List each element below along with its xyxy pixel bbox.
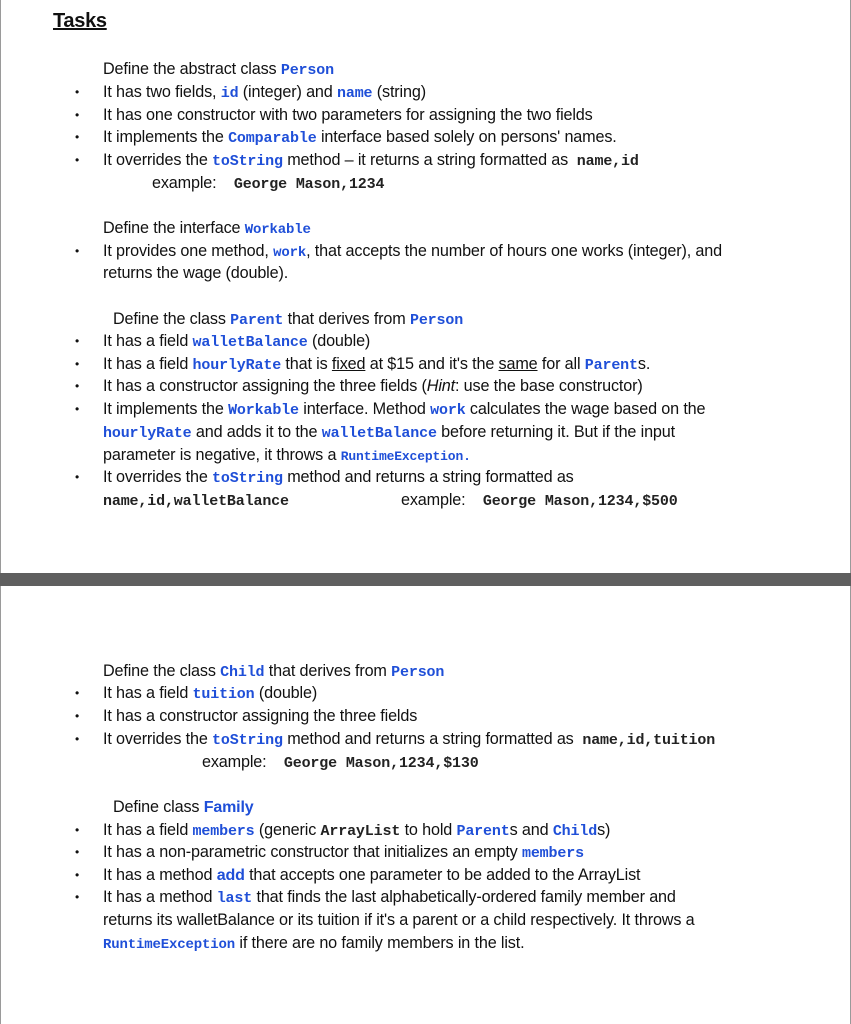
parent-bullet-hourly: It has a field hourlyRate that is fixed at $15 and it's the same for all Parents. bbox=[103, 355, 651, 374]
bullet-icon: • bbox=[75, 823, 80, 837]
person-bullet-tostring: It overrides the toString method – it returns a string formatted as name,id bbox=[103, 151, 639, 170]
child-example: example: George Mason,1234,$130 bbox=[202, 753, 479, 772]
family-bullet-add: It has a method add that accepts one parameter to be added to the ArrayList bbox=[103, 866, 641, 884]
bullet-icon: • bbox=[75, 108, 80, 122]
parent-example: example: George Mason,1234,$500 bbox=[401, 491, 678, 510]
parent-bullet-tostring: It overrides the toString method and returns a string formatted as bbox=[103, 468, 574, 487]
person-example: example: George Mason,1234 bbox=[152, 174, 385, 193]
family-bullet-last-cont2: RuntimeException if there are no family members in the list. bbox=[103, 934, 525, 953]
child-bullet-tuition: It has a field tuition (double) bbox=[103, 684, 318, 703]
bullet-icon: • bbox=[75, 868, 80, 882]
bullet-icon: • bbox=[75, 244, 80, 258]
parent-bullet-workable: It implements the Workable interface. Method work calculates the wage based on the bbox=[103, 400, 706, 419]
page-divider bbox=[0, 573, 851, 586]
family-bullet-last: It has a method last that finds the last alphabetically-ordered family member and bbox=[103, 888, 676, 907]
bullet-icon: • bbox=[75, 732, 80, 746]
bullet-icon: • bbox=[75, 85, 80, 99]
child-bullet-tostring: It overrides the toString method and returns a string formatted as name,id,tuition bbox=[103, 730, 716, 749]
parent-bullet-wallet: It has a field walletBalance (double) bbox=[103, 332, 371, 351]
workable-bullet-method: It provides one method, work, that accepts the number of hours one works (integer), and bbox=[103, 242, 722, 261]
child-bullet-constructor: It has a constructor assigning the three fields bbox=[103, 707, 418, 725]
family-bullet-members: It has a field members (generic ArrayList to hold Parents and Childs) bbox=[103, 821, 611, 840]
family-header: Define class Family bbox=[113, 798, 254, 816]
bullet-icon: • bbox=[75, 686, 80, 700]
family-bullet-constructor: It has a non-parametric constructor that initializes an empty members bbox=[103, 843, 584, 862]
parent-bullet-constructor: It has a constructor assigning the three fields (Hint: use the base constructor) bbox=[103, 377, 643, 395]
bullet-icon: • bbox=[75, 379, 80, 393]
bullet-icon: • bbox=[75, 130, 80, 144]
page-title: Tasks bbox=[53, 10, 107, 32]
person-bullet-fields: It has two fields, id (integer) and name (string) bbox=[103, 83, 426, 102]
person-bullet-constructor: It has one constructor with two parameters for assigning the two fields bbox=[103, 106, 593, 124]
bullet-icon: • bbox=[75, 334, 80, 348]
parent-format: name,id,walletBalance bbox=[103, 493, 289, 510]
bullet-icon: • bbox=[75, 470, 80, 484]
bullet-icon: • bbox=[75, 890, 80, 904]
parent-bullet-workable-cont2: parameter is negative, it throws a RuntimeException. bbox=[103, 446, 471, 464]
document-page-2 bbox=[0, 586, 851, 1024]
parent-header: Define the class Parent that derives from Person bbox=[113, 310, 464, 329]
person-header: Define the abstract class Person bbox=[103, 60, 334, 79]
child-header: Define the class Child that derives from Person bbox=[103, 662, 445, 681]
bullet-icon: • bbox=[75, 709, 80, 723]
bullet-icon: • bbox=[75, 402, 80, 416]
bullet-icon: • bbox=[75, 153, 80, 167]
bullet-icon: • bbox=[75, 845, 80, 859]
workable-bullet-method-cont: returns the wage (double). bbox=[103, 264, 289, 282]
parent-bullet-workable-cont: hourlyRate and adds it to the walletBalance before returning it. But if the input bbox=[103, 423, 675, 442]
family-bullet-last-cont: returns its walletBalance or its tuition if it's a parent or a child respectively. It throws a bbox=[103, 911, 695, 929]
person-bullet-comparable: It implements the Comparable interface based solely on persons' names. bbox=[103, 128, 617, 147]
bullet-icon: • bbox=[75, 357, 80, 371]
workable-header: Define the interface Workable bbox=[103, 219, 311, 238]
